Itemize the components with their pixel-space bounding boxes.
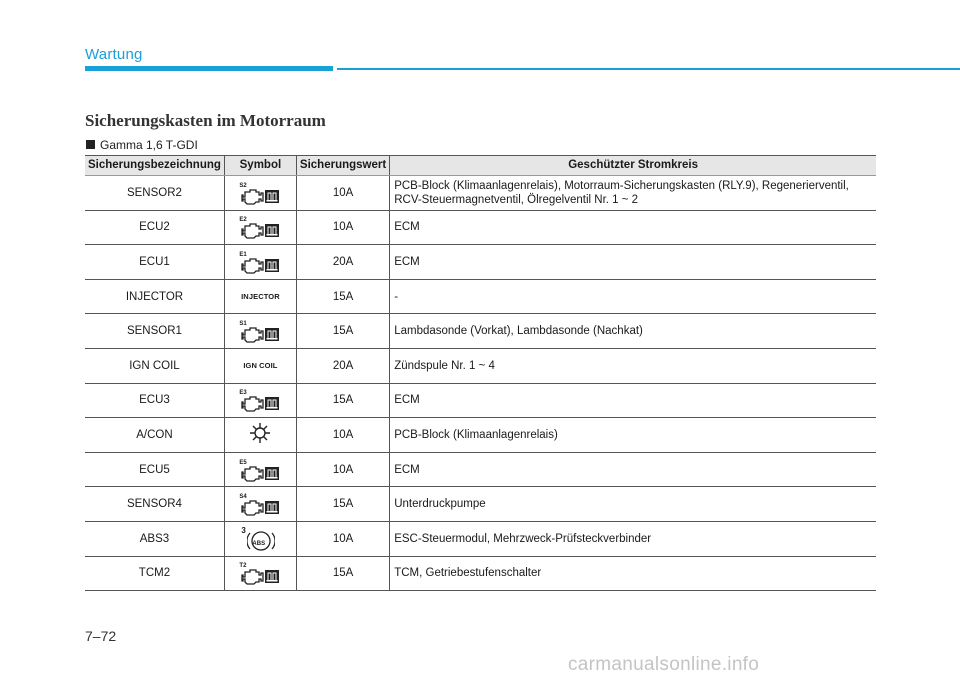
- fuse-symbol-code: E5: [239, 459, 247, 466]
- fuse-name: ECU3: [85, 383, 224, 418]
- protected-circuit: ECM: [390, 452, 876, 487]
- bullet-square-icon: [86, 140, 95, 149]
- fuse-symbol-text: INJECTOR: [241, 292, 280, 302]
- protected-circuit: ECM: [390, 383, 876, 418]
- fuse-rating: 15A: [296, 556, 389, 591]
- fuse-rating: 15A: [296, 383, 389, 418]
- fuse-symbol: [224, 245, 296, 280]
- header-rule-thick: [85, 66, 333, 71]
- table-row: [85, 176, 876, 211]
- fuse-rating: 10A: [296, 521, 389, 556]
- table-row: [85, 245, 876, 280]
- fuse-rating: 15A: [296, 279, 389, 314]
- fuse-symbol: [224, 452, 296, 487]
- protected-circuit: Lambdasonde (Vorkat), Lambdasonde (Nachkat): [390, 314, 876, 349]
- engine-fuse-icon: [239, 180, 281, 206]
- engine-fuse-icon: [239, 214, 281, 240]
- page-title: Sicherungskasten im Motorraum: [85, 111, 326, 130]
- engine-fuse-icon: [239, 457, 281, 483]
- fuse-symbol-code: S2: [239, 182, 247, 189]
- fuse-symbol-text: IGN COIL: [243, 361, 278, 371]
- snowflake-icon: [249, 422, 271, 448]
- fuse-symbol: [224, 418, 296, 453]
- fuse-symbol: [224, 348, 296, 383]
- fuse-name: INJECTOR: [85, 279, 224, 314]
- table-row: [85, 314, 876, 349]
- protected-circuit: ESC-Steuermodul, Mehrzweck-Prüfsteckverbinder: [390, 521, 876, 556]
- header-rule-thin: [337, 68, 960, 70]
- protected-circuit: -: [390, 279, 876, 314]
- engine-variant-label: Gamma 1,6 T-GDI: [100, 138, 198, 152]
- fuse-rating: 10A: [296, 418, 389, 453]
- fuse-rating: 10A: [296, 176, 389, 211]
- fuse-name: SENSOR2: [85, 176, 224, 211]
- fuse-symbol: [224, 314, 296, 349]
- table-row: [85, 521, 876, 556]
- fuse-symbol-code: E3: [239, 390, 247, 397]
- abs-icon-label: ABS: [252, 540, 266, 547]
- fuse-symbol: [224, 487, 296, 522]
- table-row: [85, 279, 876, 314]
- fuse-rating: 10A: [296, 452, 389, 487]
- fuse-rating: 10A: [296, 210, 389, 245]
- fuse-name: SENSOR4: [85, 487, 224, 522]
- fuse-symbol-code: E1: [239, 251, 247, 258]
- fuse-rating: 20A: [296, 348, 389, 383]
- fuse-name: TCM2: [85, 556, 224, 591]
- table-header-row: [85, 156, 876, 176]
- table-row: [85, 383, 876, 418]
- fuse-symbol: [224, 176, 296, 211]
- fuse-symbol-code: 3: [241, 525, 246, 535]
- col-header-name: Sicherungsbezeichnung: [85, 156, 224, 176]
- col-header-symbol: Symbol: [224, 156, 296, 176]
- abs-icon: [239, 524, 281, 554]
- engine-fuse-icon: [239, 387, 281, 413]
- fuse-name: ECU1: [85, 245, 224, 280]
- engine-fuse-icon: [239, 249, 281, 275]
- table-row: [85, 348, 876, 383]
- engine-variant: [86, 138, 198, 152]
- fuse-name: SENSOR1: [85, 314, 224, 349]
- fuse-name: ECU5: [85, 452, 224, 487]
- table-row: [85, 452, 876, 487]
- protected-circuit: Unterdruckpumpe: [390, 487, 876, 522]
- fuse-symbol: [224, 556, 296, 591]
- fuse-rating: 15A: [296, 314, 389, 349]
- fuse-rating: 20A: [296, 245, 389, 280]
- fuse-name: A/CON: [85, 418, 224, 453]
- engine-fuse-icon: [239, 318, 281, 344]
- protected-circuit: PCB-Block (Klimaanlagenrelais), Motorraum-Sicherungskasten (RLY.9), Regenerierventil, RCV-Steuermagnetventil, Ölregelventil Nr. 1 ~ 2: [390, 176, 876, 211]
- engine-fuse-icon: [239, 491, 281, 517]
- protected-circuit: ECM: [390, 210, 876, 245]
- table-row: [85, 418, 876, 453]
- fuse-symbol-code: T2: [239, 563, 247, 570]
- col-header-rating: Sicherungswert: [296, 156, 389, 176]
- protected-circuit: ECM: [390, 245, 876, 280]
- fuse-rating: 15A: [296, 487, 389, 522]
- section-label: Wartung: [85, 46, 143, 63]
- fuse-name: IGN COIL: [85, 348, 224, 383]
- fuse-symbol: [224, 210, 296, 245]
- fuse-symbol: [224, 279, 296, 314]
- protected-circuit: PCB-Block (Klimaanlagenrelais): [390, 418, 876, 453]
- fuse-name: ABS3: [85, 521, 224, 556]
- table-row: [85, 487, 876, 522]
- watermark: carmanualsonline.info: [568, 654, 760, 675]
- protected-circuit: Zündspule Nr. 1 ~ 4: [390, 348, 876, 383]
- fuse-symbol-code: S1: [239, 321, 247, 328]
- fuse-symbol-code: S4: [239, 494, 247, 501]
- fuse-symbol: [224, 383, 296, 418]
- col-header-circuit: Geschützter Stromkreis: [390, 156, 876, 176]
- protected-circuit: TCM, Getriebestufenschalter: [390, 556, 876, 591]
- fuse-symbol: [224, 521, 296, 556]
- fuse-table: [85, 155, 876, 591]
- fuse-name: ECU2: [85, 210, 224, 245]
- table-row: [85, 210, 876, 245]
- fuse-symbol-code: E2: [239, 217, 247, 224]
- engine-fuse-icon: [239, 560, 281, 586]
- table-row: [85, 556, 876, 591]
- page-number: 7–72: [85, 628, 117, 644]
